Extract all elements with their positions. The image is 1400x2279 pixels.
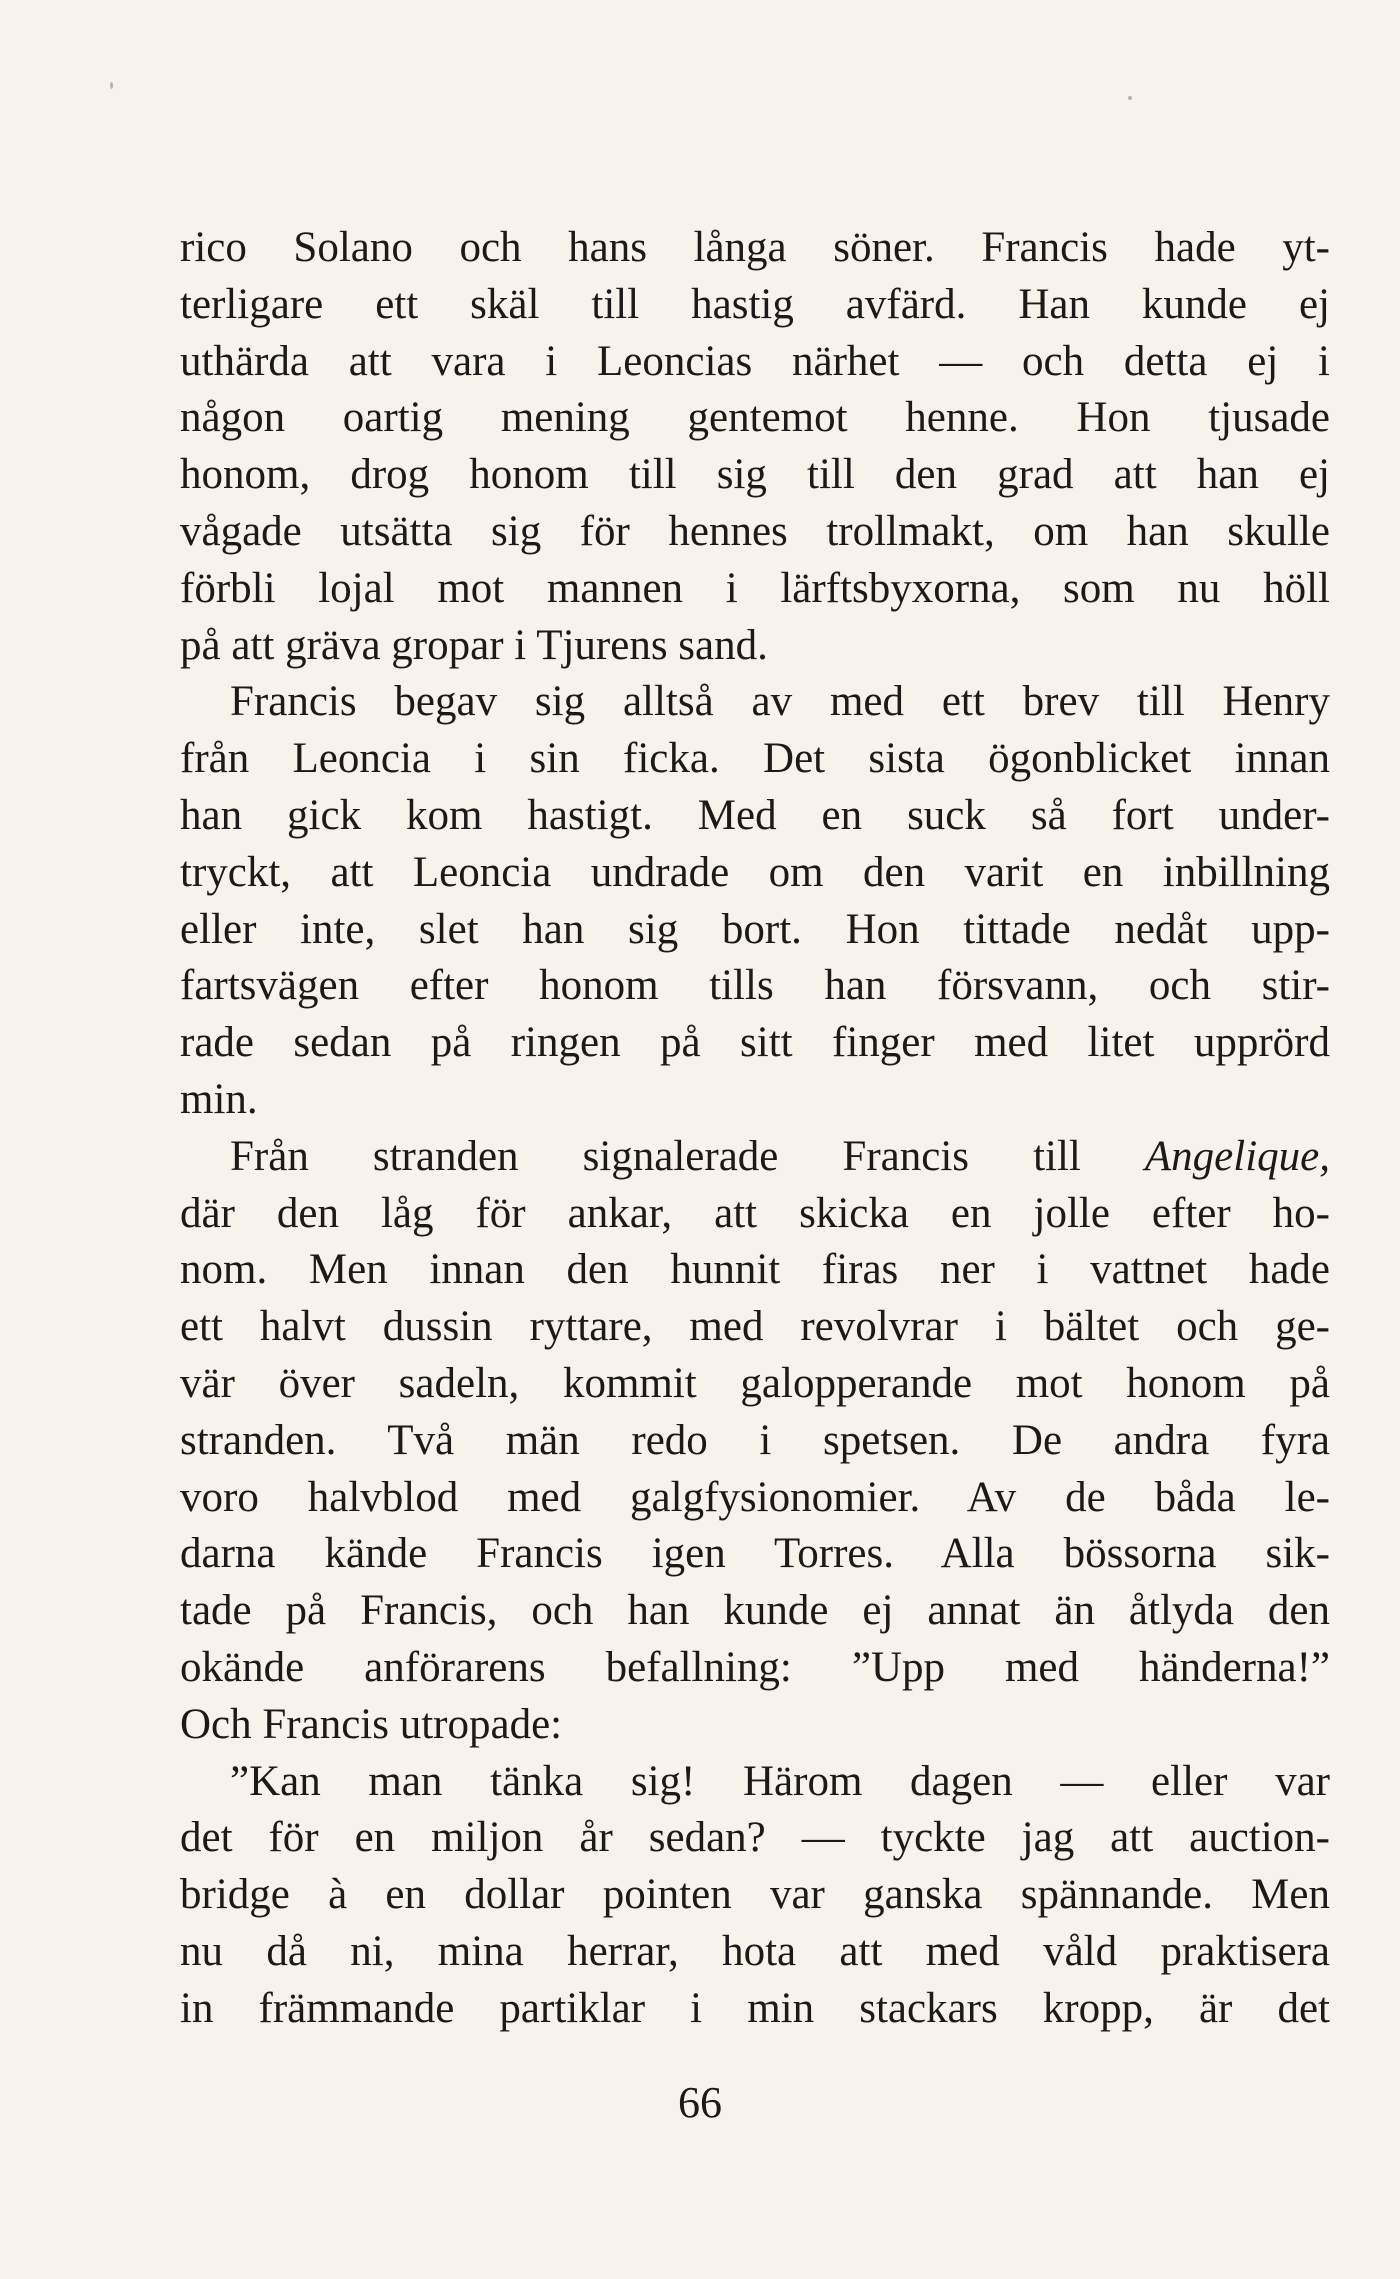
text-line: uthärda att vara i Leoncias närhet — och detta ej i [180,337,1330,385]
text-line: förbli lojal mot mannen i lärftsbyxorna, som nu höll [180,564,1330,612]
page-number: 66 [678,2078,722,2127]
line-text: Från stranden signalerade Francis till [230,1132,1145,1180]
text-line: min. [180,1075,258,1123]
text-line: någon oartig mening gentemot henne. Hon tjusade [180,394,1330,442]
text-line: rade sedan på ringen på sitt finger med litet upprörd [180,1019,1330,1067]
text-line: han gick kom hastigt. Med en suck så fort under- [180,791,1330,839]
text-line: fartsvägen efter honom tills han försvann, och stir- [180,962,1330,1010]
text-line: honom, drog honom till sig till den grad att han ej [180,451,1330,499]
paragraph-first-line [180,1129,1330,1186]
text-line: tade på Francis, och han kunde ej annat än åtlyda den [180,1587,1330,1635]
text-line: bridge à en dollar pointen var ganska spännande. Men [180,1871,1330,1919]
text-line: Och Francis utropade: [180,1700,563,1748]
ship-name: Angelique, [1144,1132,1330,1180]
text-line: ett halvt dussin ryttare, med revolvrar i bältet och ge- [180,1303,1330,1351]
text-line: vågade utsätta sig för hennes trollmakt, om han skulle [180,507,1330,555]
text-line: från Leoncia i sin ficka. Det sista ögonblicket innan [180,735,1330,783]
text-line: på att gräva gropar i Tjurens sand. [180,621,768,669]
text-line: eller inte, slet han sig bort. Hon tittade nedåt upp- [180,905,1330,953]
paragraph-first-line: ”Kan man tänka sig! Härom dagen — eller var [230,1757,1330,1805]
text-line: darna kände Francis igen Torres. Alla bössorna sik- [180,1530,1330,1578]
text-line: stranden. Två män redo i spetsen. De andra fyra [180,1416,1330,1464]
text-line: rico Solano och hans långa söner. Francis hade yt- [180,224,1330,271]
body-text [180,220,1330,2038]
text-line: terligare ett skäl till hastig avfärd. Han kunde ej [180,280,1330,328]
paper-speck [110,82,113,89]
paper-speck [1128,96,1132,100]
text-line: in främmande partiklar i min stackars kropp, är det [180,1984,1330,2032]
text-line: okände anförarens befallning: ”Upp med händerna!” [180,1643,1330,1691]
text-line: där den låg för ankar, att skicka en jolle efter ho- [180,1189,1330,1237]
paragraph-first-line: Francis begav sig alltså av med ett brev till Henry [230,678,1330,726]
text-line: nu då ni, mina herrar, hota att med våld praktisera [180,1927,1330,1975]
text-line: tryckt, att Leoncia undrade om den varit en inbillning [180,848,1330,896]
text-line: vär över sadeln, kommit galopperande mot honom på [180,1359,1330,1407]
text-line: voro halvblod med galgfysionomier. Av de båda le- [180,1473,1330,1521]
text-line: det för en miljon år sedan? — tyckte jag att auction- [180,1814,1330,1862]
text-line: nom. Men innan den hunnit firas ner i vattnet hade [180,1246,1330,1294]
